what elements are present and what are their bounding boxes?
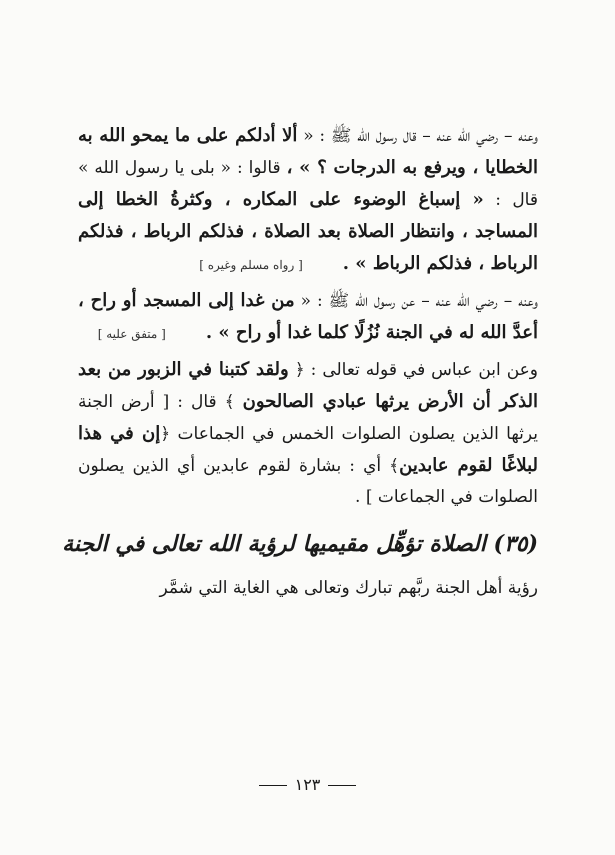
tafsir-paragraph (78, 354, 538, 513)
hadith-text: من غدا إلى المسجد أو راح ، أعدَّ الله له في الجنة نُزُلًا كلما غدا أو راح » . (78, 290, 538, 343)
narration-intro: وعنه – رضي الله عنه – قال رسول الله ﷺ : « (297, 126, 538, 146)
section-paragraph: رؤية أهل الجنة ربَّهم تبارك وتعالى هي الغاية التي شمَّر (159, 578, 538, 598)
commentary-text: ﴾ أي : بشارة لقوم عابدين أي الذين يصلون الصلوات في الجماعات ] . (78, 456, 538, 507)
hadith-paragraph-2 (78, 285, 538, 350)
hadith-paragraph-1 (78, 120, 538, 281)
source-citation: [ رواه مسلم وغيره ] (199, 258, 303, 272)
quran-verse: إن في هذا لبلاغًا لقوم عابدين (78, 423, 538, 476)
quran-verse: ولقد كتبنا في الزبور من بعد الذكر أن الأرض يرثها عبادي الصالحون (78, 359, 539, 412)
page-number (0, 775, 615, 794)
narration-intro: وعن ابن عباس في قوله تعالى : ﴿ (288, 360, 538, 380)
section-heading: (٣٥) الصلاة تؤهِّل مقيميها لرؤية الله تعالى في الجنة (62, 531, 538, 557)
folio-dash (328, 785, 356, 786)
commentary-text: ﴾ قال : [ أرض الجنة يرثها الذين يصلون الصلوات الخمس في الجماعات ﴿ (78, 392, 538, 444)
page-body (62, 120, 539, 606)
source-citation: [ متفق عليه ] (97, 327, 166, 341)
folio-dash (259, 785, 287, 786)
narration-intro: وعنه – رضي الله عنه – عن رسول الله ﷺ : « (294, 291, 538, 311)
page-number-text: ١٢٣ (294, 775, 321, 794)
hadith-text: « إسباغ الوضوء على المكاره ، وكثرةُ الخطا إلى المساجد ، وانتظار الصلاة بعد الصلاة ، فذلكم الرباط ، فذلكم الرباط ، فذلكم الرباط » . (78, 189, 538, 274)
narration-reply: قالوا : « بلى يا رسول الله » قال : (78, 158, 538, 210)
hadith-text: ألا أدلكم على ما يمحو الله به الخطايا ، ويرفع به الدرجات ؟ » ، (78, 125, 538, 178)
